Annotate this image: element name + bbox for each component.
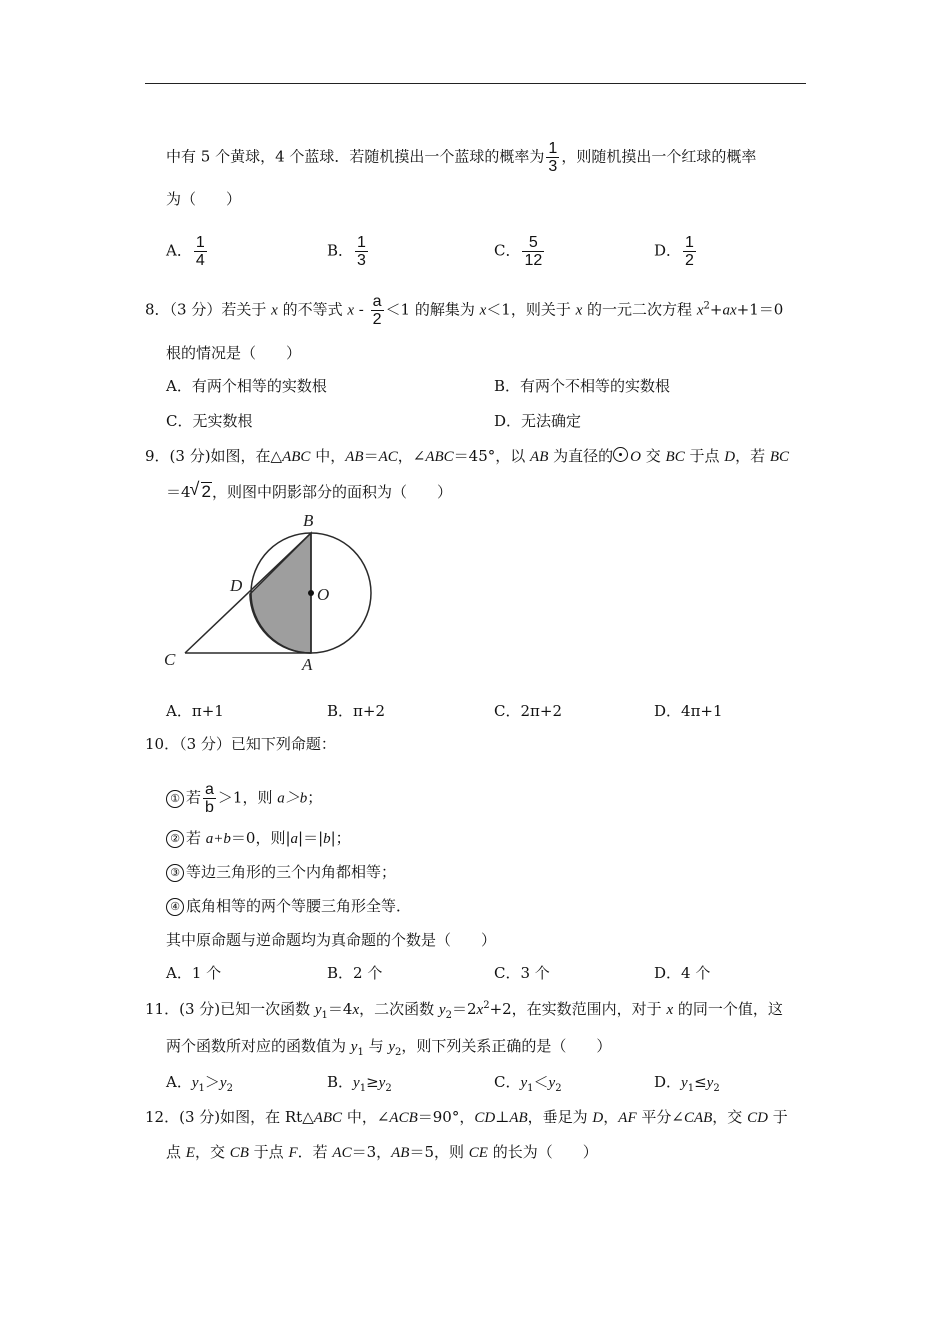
q11-option-a[interactable]: A．$y_1>y_2$	[166, 1073, 233, 1094]
q8-option-c[interactable]: C．无实数根	[166, 412, 253, 430]
q10-option-c[interactable]: C．3 个	[494, 964, 550, 982]
q10-proposition-1: ① 若 $\frac{a}{b}$ ＞1，则 a＞b；	[166, 781, 322, 816]
label-o: O	[317, 585, 330, 604]
q8-option-d[interactable]: D．无法确定	[494, 412, 582, 430]
center-point	[308, 590, 314, 596]
sqrt-symbol: √ 2	[201, 482, 212, 501]
q9-figure	[160, 508, 380, 678]
q9-option-d[interactable]: D．4π+1	[654, 702, 723, 720]
label-d: D	[230, 576, 243, 595]
q10-proposition-2: ② 若 a+b＝0，则|a|＝|b|；	[166, 828, 351, 849]
q7-option-b[interactable]: B． $\frac{1}{3}$	[327, 234, 366, 269]
q7-option-c[interactable]: C． $\frac{5}{12}$	[494, 234, 543, 269]
q11-option-c[interactable]: C．$y_1<y_2$	[494, 1073, 562, 1094]
q8-option-a[interactable]: A．有两个相等的实数根	[166, 377, 327, 395]
header-rule	[145, 83, 806, 84]
q11-option-d[interactable]: D．$y_1\le y_2$	[654, 1073, 720, 1094]
q7-line2: 为（ ）	[166, 190, 242, 208]
q10-fraction: $\frac{a}{b}$	[205, 781, 214, 816]
q9-option-b[interactable]: B．π+2	[327, 702, 385, 720]
q9-line2: ＝4√ 2，则图中阴影部分的面积为（ ）	[166, 482, 452, 502]
q8-line2: 根的情况是（ ）	[166, 344, 302, 362]
q10-proposition-3: ③ 等边三角形的三个内角都相等；	[166, 862, 396, 882]
q8-line1: 8．（3 分）若关于 x 的不等式 x - $\frac{a}{2}$ ＜1 的解集为 x＜1，则关于 x 的一元二次方程 $x^2+ax+1=0$	[145, 293, 784, 328]
q10-option-a[interactable]: A．1 个	[166, 964, 222, 982]
q9-line1: 9．(3 分)如图，在△ABC 中，AB＝AC，∠ABC＝45°，以 AB 为直径的 O 交 BC 于点 D，若 BC	[145, 447, 790, 465]
q11-line1: 11．(3 分)已知一次函数 $y_1=4x$，二次函数 $y_2=2x^2+2$，在实数范围内，对于 x 的同一个值，这	[145, 1000, 783, 1021]
q9-option-a[interactable]: A．π+1	[166, 702, 224, 720]
q7-line1: 中有 5 个黄球，4 个蓝球．若随机摸出一个蓝球的概率为 $\frac{1}{3}$ ，则随机摸出一个红球的概率	[166, 140, 757, 175]
q8-option-b[interactable]: B．有两个不相等的实数根	[494, 377, 671, 395]
label-c: C	[164, 650, 176, 669]
circle-dot-symbol	[613, 447, 628, 462]
q10-question: 其中原命题与逆命题均为真命题的个数是（ ）	[166, 931, 497, 949]
q7-option-a[interactable]: A． $\frac{1}{4}$	[166, 234, 205, 269]
q12-line1: 12．(3 分)如图，在 Rt△ABC 中，∠ACB＝90°，CD⊥AB，垂足为 D，AF 平分∠CAB，交 CD 于	[145, 1108, 788, 1126]
q12-line2: 点 E，交 CB 于点 F．若 AC＝3，AB＝5，则 CE 的长为（ ）	[166, 1143, 598, 1161]
q10-option-b[interactable]: B．2 个	[327, 964, 383, 982]
q10-proposition-4: ④ 底角相等的两个等腰三角形全等．	[166, 896, 411, 916]
label-b: B	[303, 511, 314, 530]
q7-option-d[interactable]: D． $\frac{1}{2}$	[654, 234, 694, 269]
q7-fraction: $\frac{1}{3}$	[548, 140, 558, 175]
shaded-region	[250, 533, 311, 653]
q8-fraction: $\frac{a}{2}$	[372, 293, 382, 328]
q11-line2: 两个函数所对应的函数值为 $y_1$ 与 $y_2$，则下列关系正确的是（ ）	[166, 1037, 612, 1058]
q9-option-c[interactable]: C．2π+2	[494, 702, 562, 720]
q10-option-d[interactable]: D．4 个	[654, 964, 711, 982]
q11-option-b[interactable]: B．$y_1\ge y_2$	[327, 1073, 392, 1094]
q10-title: 10．（3 分）已知下列命题：	[145, 735, 336, 753]
label-a: A	[302, 655, 313, 674]
